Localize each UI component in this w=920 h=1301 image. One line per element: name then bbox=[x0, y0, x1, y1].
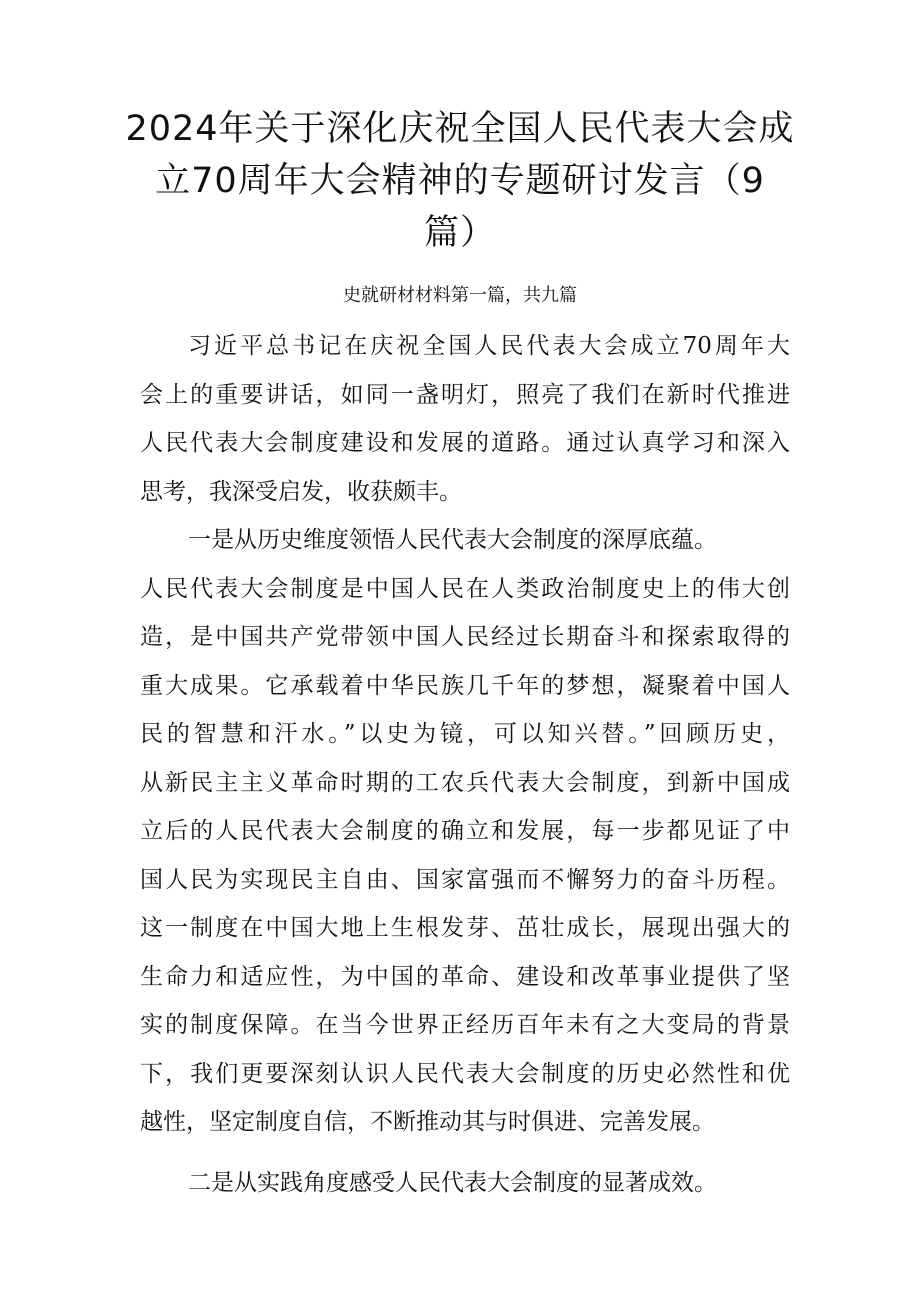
paragraph-line: 人民代表大会制度是中国人民在人类政治制度史上的伟大创 bbox=[140, 575, 790, 602]
paragraph-line: 一是从历史维度领悟人民代表大会制度的深厚底蕴。 bbox=[188, 527, 717, 553]
paragraph-line: 人民代表大会制度建设和发展的道路。通过认真学习和深入 bbox=[140, 430, 790, 456]
document-title bbox=[120, 103, 800, 259]
paragraph-1 bbox=[140, 322, 790, 516]
document-subtitle: 史就研材材料第一篇，共九篇 bbox=[343, 285, 577, 306]
document-body bbox=[140, 322, 790, 1207]
title-line-1: 2024年关于深化庆祝全国人民代表大会成 bbox=[125, 109, 795, 149]
paragraph-2 bbox=[140, 516, 790, 1147]
paragraph-line: 越性，坚定制度自信，不断推动其与时俱进、完善发展。 bbox=[140, 1109, 715, 1135]
paragraph-line: 实的制度保障。在当今世界正经历百年未有之大变局的背景 bbox=[140, 1012, 790, 1038]
paragraph-line: 从新民主主义革命时期的工农兵代表大会制度，到新中国成 bbox=[140, 769, 790, 796]
paragraph-line: 思考，我深受启发，收获颇丰。 bbox=[140, 478, 462, 505]
paragraph-line: 二是从实践角度感受人民代表大会制度的显著成效。 bbox=[188, 1169, 717, 1196]
paragraph-spacer bbox=[140, 1147, 790, 1159]
paragraph-line: 生命力和适应性，为中国的革命、建设和改革事业提供了坚 bbox=[140, 963, 790, 990]
paragraph-line: 下，我们更要深刻认识人民代表大会制度的历史必然性和优 bbox=[140, 1060, 790, 1087]
title-line-3: 篇） bbox=[423, 213, 496, 253]
paragraph-line: 立后的人民代表大会制度的确立和发展，每一步都见证了中 bbox=[140, 818, 790, 844]
paragraph-line: 造，是中国共产党带领中国人民经过长期奋斗和探索取得的 bbox=[140, 624, 790, 650]
paragraph-line: 重大成果。它承载着中华民族几千年的梦想，凝聚着中国人 bbox=[140, 672, 790, 699]
paragraph-line: 民的智慧和汗水。”以史为镜，可以知兴替。”回顾历史， bbox=[140, 721, 790, 747]
paragraph-line: 这一制度在中国大地上生根发芽、茁壮成长，展现出强大的 bbox=[140, 915, 790, 941]
paragraph-line: 习近平总书记在庆祝全国人民代表大会成立70周年大 bbox=[188, 333, 790, 359]
paragraph-line: 会上的重要讲话，如同一盏明灯，照亮了我们在新时代推进 bbox=[140, 381, 790, 408]
paragraph-line: 国人民为实现民主自由、国家富强而不懈努力的奋斗历程。 bbox=[140, 866, 790, 893]
title-line-2: 立70周年大会精神的专题研讨发言（9 bbox=[155, 161, 765, 201]
paragraph-3 bbox=[140, 1159, 790, 1208]
